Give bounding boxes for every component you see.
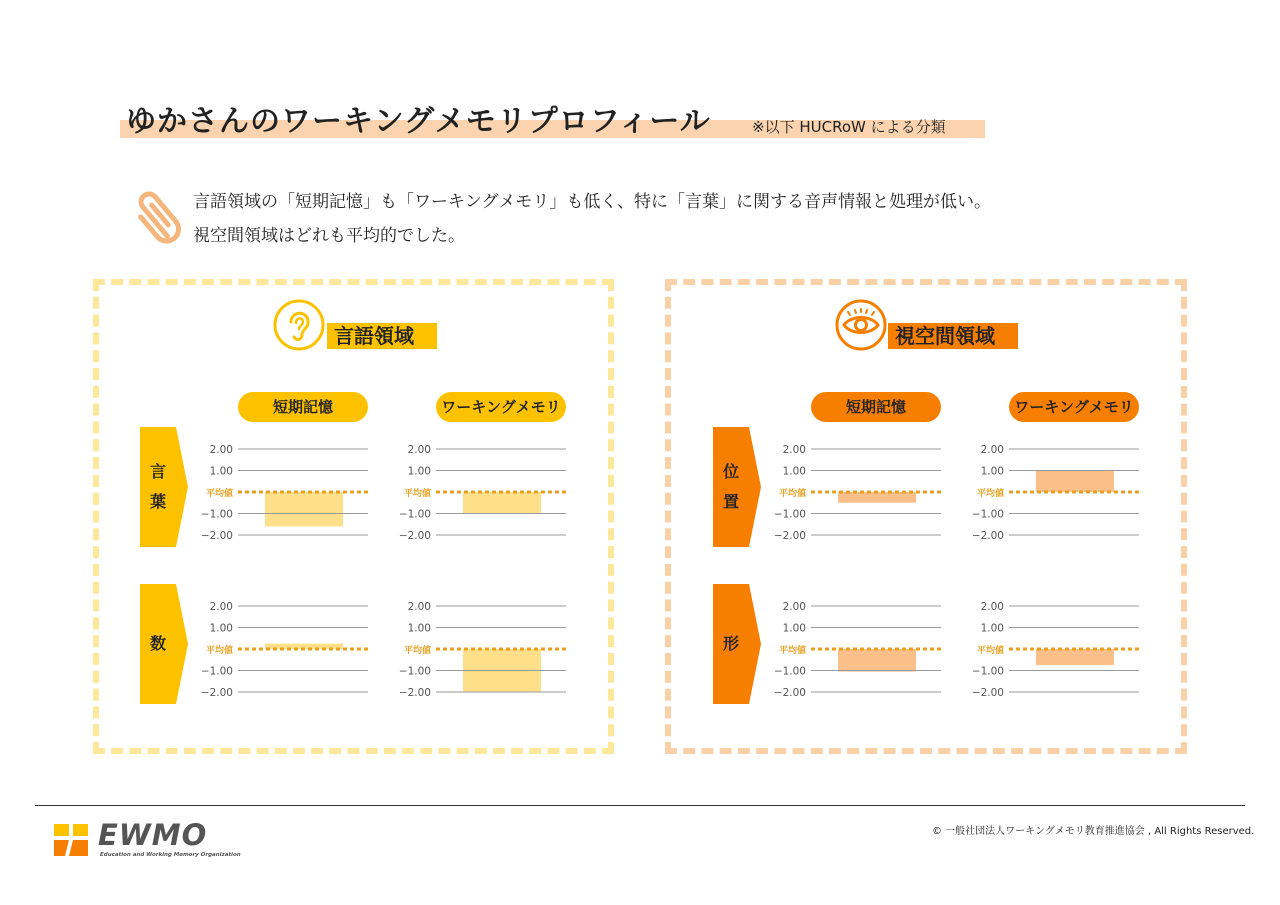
average-label: 平均値 bbox=[778, 489, 806, 499]
y-tick-label: −2.00 bbox=[200, 687, 233, 699]
y-tick-label: 1.00 bbox=[782, 622, 806, 635]
y-tick-label: −1.00 bbox=[773, 665, 806, 678]
chart-visual-shape-wm bbox=[966, 596, 1146, 704]
y-tick-label: −2.00 bbox=[398, 687, 431, 699]
comment-line-2: 視空間領域はどれも平均的でした。 bbox=[193, 226, 465, 246]
visual-col-stm: 短期記憶 bbox=[811, 392, 941, 422]
y-tick-label: −1.00 bbox=[200, 508, 233, 521]
bar-mark bbox=[463, 492, 541, 514]
average-label: 平均値 bbox=[976, 489, 1004, 499]
logo-text: EWMO bbox=[98, 818, 208, 852]
y-tick-label: −2.00 bbox=[398, 530, 431, 542]
y-tick-label: −2.00 bbox=[200, 530, 233, 542]
y-tick-label: 1.00 bbox=[782, 465, 806, 478]
paperclip-icon bbox=[132, 184, 188, 246]
y-tick-label: −1.00 bbox=[200, 665, 233, 678]
y-tick-label: 2.00 bbox=[209, 444, 233, 456]
comment-line-1: 言語領域の「短期記憶」も「ワーキングメモリ」も低く、特に「言葉」に関する音声情報と処理が低い。 bbox=[193, 192, 991, 212]
visual-row2-label: 形 bbox=[722, 634, 739, 653]
y-tick-label: 2.00 bbox=[407, 444, 431, 456]
y-tick-label: 1.00 bbox=[407, 622, 431, 635]
bar-mark bbox=[265, 492, 343, 526]
verbal-col-stm: 短期記憶 bbox=[238, 392, 368, 422]
y-tick-label: 2.00 bbox=[782, 444, 806, 456]
y-tick-label: 1.00 bbox=[980, 622, 1004, 635]
average-label: 平均値 bbox=[205, 489, 233, 499]
visual-row1-label: 位 置 bbox=[722, 462, 739, 511]
chart-verbal-numbers-stm bbox=[195, 596, 375, 704]
visual-col-wm: ワーキングメモリ bbox=[1009, 392, 1139, 422]
logo-subtitle: Education and Working Memory Organization bbox=[100, 852, 241, 858]
ear-icon bbox=[272, 298, 326, 352]
verbal-col-wm: ワーキングメモリ bbox=[436, 392, 566, 422]
average-label: 平均値 bbox=[205, 646, 233, 656]
verbal-row2-label: 数 bbox=[149, 634, 166, 653]
y-tick-label: 1.00 bbox=[209, 622, 233, 635]
bar-mark bbox=[838, 649, 916, 672]
verbal-domain-title: 言語領域 bbox=[334, 324, 414, 348]
ewmo-logo-mark bbox=[52, 822, 90, 858]
y-tick-label: −1.00 bbox=[971, 665, 1004, 678]
eye-icon bbox=[834, 298, 888, 352]
y-tick-label: 1.00 bbox=[407, 465, 431, 478]
y-tick-label: −2.00 bbox=[971, 530, 1004, 542]
y-tick-label: −1.00 bbox=[773, 508, 806, 521]
bar-mark bbox=[1036, 649, 1114, 665]
y-tick-label: 1.00 bbox=[209, 465, 233, 478]
visual-domain-title: 視空間領域 bbox=[895, 324, 995, 348]
chart-verbal-words-wm bbox=[393, 439, 573, 547]
average-label: 平均値 bbox=[976, 646, 1004, 656]
chart-verbal-numbers-wm bbox=[393, 596, 573, 704]
y-tick-label: 2.00 bbox=[782, 601, 806, 613]
verbal-row1-label: 言 葉 bbox=[149, 462, 166, 511]
average-label: 平均値 bbox=[778, 646, 806, 656]
y-tick-label: −1.00 bbox=[398, 508, 431, 521]
y-tick-label: 2.00 bbox=[209, 601, 233, 613]
chart-verbal-words-stm bbox=[195, 439, 375, 547]
page-title: ゆかさんのワーキングメモリプロフィール bbox=[126, 104, 711, 139]
y-tick-label: −2.00 bbox=[971, 687, 1004, 699]
bar-mark bbox=[1036, 471, 1114, 493]
y-tick-label: 2.00 bbox=[407, 601, 431, 613]
average-label: 平均値 bbox=[403, 489, 431, 499]
y-tick-label: −1.00 bbox=[971, 508, 1004, 521]
chart-visual-position-wm bbox=[966, 439, 1146, 547]
y-tick-label: −1.00 bbox=[398, 665, 431, 678]
y-tick-label: −2.00 bbox=[773, 530, 806, 542]
average-label: 平均値 bbox=[403, 646, 431, 656]
summary-comment bbox=[193, 185, 991, 253]
footer-divider bbox=[35, 805, 1245, 806]
copyright: © 一般社団法人ワーキングメモリ教育推進協会 , All Rights Reserved. bbox=[932, 826, 1255, 837]
chart-visual-shape-stm bbox=[768, 596, 948, 704]
y-tick-label: 2.00 bbox=[980, 601, 1004, 613]
bar-mark bbox=[838, 492, 916, 503]
title-note: ※以下 HUCRoW による分類 bbox=[752, 118, 946, 136]
y-tick-label: −2.00 bbox=[773, 687, 806, 699]
y-tick-label: 1.00 bbox=[980, 465, 1004, 478]
chart-visual-position-stm bbox=[768, 439, 948, 547]
y-tick-label: 2.00 bbox=[980, 444, 1004, 456]
